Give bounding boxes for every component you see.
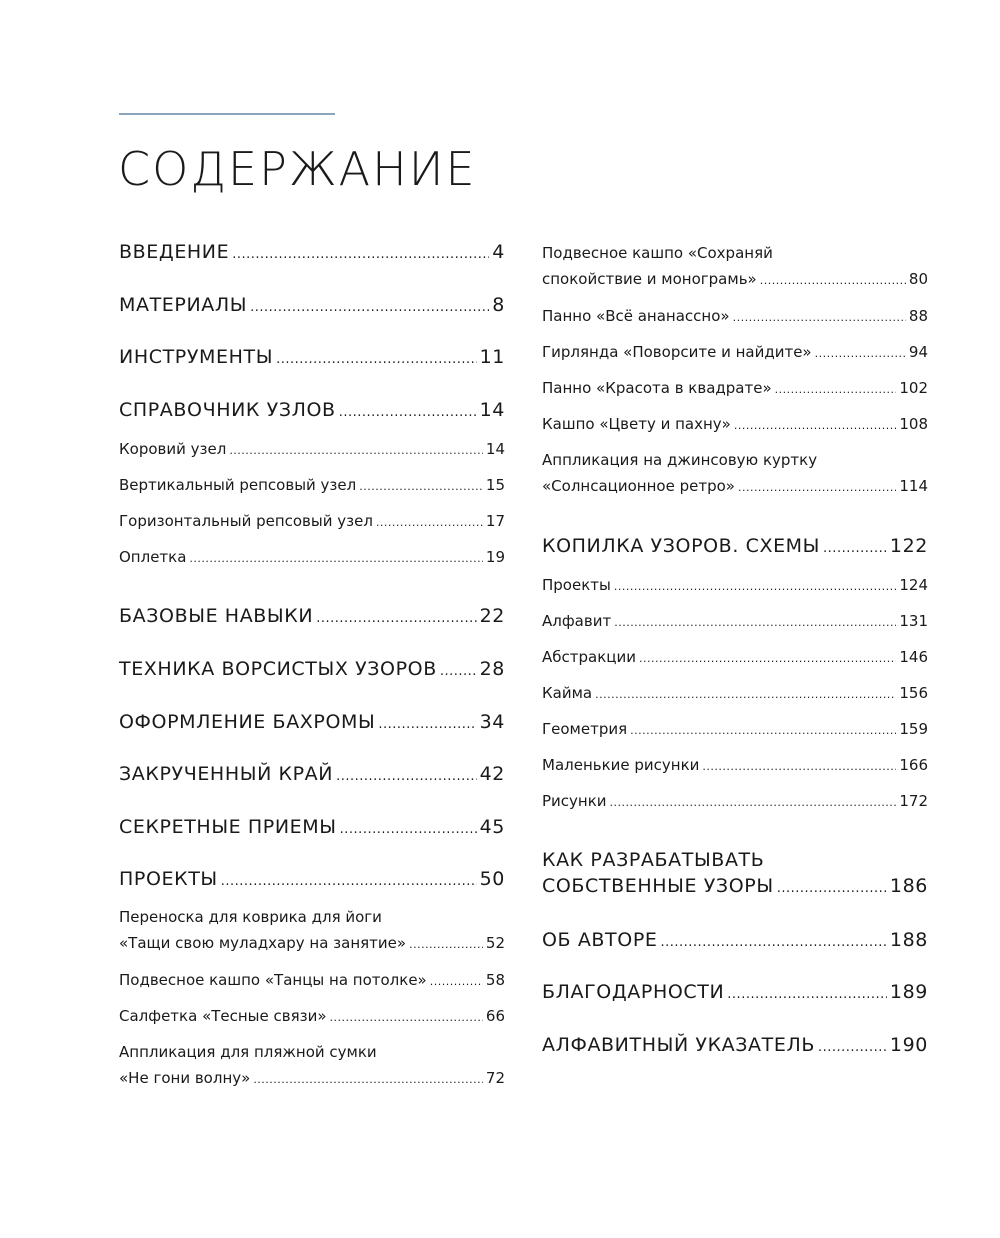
entry-label: Коровий узел — [119, 440, 227, 458]
toc-entry-vvedenie[interactable] — [119, 241, 505, 263]
toc-entry-materialy[interactable] — [119, 294, 505, 316]
dot-leader — [189, 552, 482, 565]
entry-page: 8 — [492, 294, 505, 316]
entry-label: КОПИЛКА УЗОРОВ. СХЕМЫ — [542, 535, 821, 557]
toc-entry-ob-avtore[interactable] — [542, 929, 928, 951]
dot-leader — [440, 664, 477, 679]
entry-page: 166 — [899, 756, 928, 774]
dot-leader — [339, 405, 477, 420]
entry-page: 122 — [889, 535, 928, 557]
dot-leader — [336, 769, 477, 784]
entry-page: 19 — [485, 548, 505, 566]
dot-leader — [316, 611, 476, 626]
entry-page: 114 — [899, 477, 928, 495]
entry-label: Кайма — [542, 684, 593, 702]
entry-label: Подвесное кашпо «Танцы на потолке» — [119, 971, 427, 989]
dot-leader — [250, 300, 489, 315]
entry-page: 124 — [899, 576, 928, 594]
dot-leader — [738, 481, 896, 494]
entry-label: Проекты — [542, 576, 611, 594]
entry-label: ОБ АВТОРЕ — [542, 929, 658, 951]
dot-leader — [775, 383, 897, 396]
entry-label: ПРОЕКТЫ — [119, 868, 218, 890]
toc-entry-panno-krasota[interactable] — [542, 379, 928, 397]
entry-page: 146 — [899, 648, 928, 666]
entry-label: БЛАГОДАРНОСТИ — [542, 981, 725, 1003]
toc-entry-applikaciya-kurtka[interactable] — [542, 451, 928, 495]
entry-label: Горизонтальный репсовый узел — [119, 512, 373, 530]
entry-label: ИНСТРУМЕНТЫ — [119, 346, 274, 368]
toc-entry-opletka[interactable] — [119, 548, 505, 566]
entry-page: 50 — [479, 868, 505, 890]
toc-entry-abstrakcii[interactable] — [542, 648, 928, 666]
entry-page: 66 — [485, 1007, 505, 1025]
toc-entry-kashpo-tancy[interactable] — [119, 971, 505, 989]
entry-label-line2: «Солнсационное ретро» — [542, 477, 735, 495]
dot-leader — [610, 796, 897, 809]
dot-leader — [253, 1073, 483, 1086]
entry-page: 14 — [485, 440, 505, 458]
entry-page: 188 — [889, 929, 928, 951]
toc-entry-vertikalny[interactable] — [119, 476, 505, 494]
entry-page: 156 — [899, 684, 928, 702]
entry-page: 42 — [479, 763, 505, 785]
dot-leader — [815, 347, 906, 360]
dot-leader — [614, 616, 896, 629]
toc-entry-blagodarnosti[interactable] — [542, 981, 928, 1003]
entry-page: 80 — [908, 270, 928, 288]
toc-entry-gorizontalny[interactable] — [119, 512, 505, 530]
entry-label: СЕКРЕТНЫЕ ПРИЕМЫ — [119, 816, 337, 838]
dot-leader — [734, 419, 897, 432]
dot-leader — [760, 274, 906, 287]
entry-page: 14 — [479, 399, 505, 421]
dot-leader — [430, 975, 483, 988]
toc-entry-tehnika[interactable] — [119, 658, 505, 680]
entry-label: ВВЕДЕНИЕ — [119, 241, 230, 263]
dot-leader — [630, 724, 896, 737]
entry-label: Кашпо «Цвету и пахну» — [542, 415, 731, 433]
toc-entry-kayma[interactable] — [542, 684, 928, 702]
dot-leader — [818, 1040, 887, 1055]
entry-page: 4 — [492, 241, 505, 263]
entry-page: 72 — [485, 1069, 505, 1087]
entry-label: Вертикальный репсовый узел — [119, 476, 357, 494]
entry-page: 186 — [889, 875, 928, 897]
dot-leader — [276, 352, 477, 367]
toc-entry-geometriya[interactable] — [542, 720, 928, 738]
dot-leader — [232, 247, 489, 262]
toc-entry-girlyanda[interactable] — [542, 343, 928, 361]
entry-page: 17 — [485, 512, 505, 530]
dot-leader — [340, 822, 477, 837]
entry-page: 94 — [908, 343, 928, 361]
dot-leader — [378, 717, 476, 732]
entry-label-line2: спокойствие и монограмь» — [542, 270, 757, 288]
entry-label: Геометрия — [542, 720, 628, 738]
entry-label: БАЗОВЫЕ НАВЫКИ — [119, 605, 314, 627]
toc-entry-kopilka[interactable] — [542, 535, 928, 557]
entry-label: ТЕХНИКА ВОРСИСТЫХ УЗОРОВ — [119, 658, 437, 680]
entry-page: 102 — [899, 379, 928, 397]
entry-page: 108 — [899, 415, 928, 433]
entry-label: МАТЕРИАЛЫ — [119, 294, 248, 316]
dot-leader — [661, 935, 887, 950]
dot-leader — [376, 516, 483, 529]
entry-label-line2: «Не гони волну» — [119, 1069, 251, 1087]
entry-label: ЗАКРУЧЕННЫЙ КРАЙ — [119, 763, 334, 785]
entry-page: 15 — [485, 476, 505, 494]
dot-leader — [733, 311, 906, 324]
toc-entry-kashpo-cvetu[interactable] — [542, 415, 928, 433]
entry-label: Маленькие рисунки — [542, 756, 700, 774]
entry-label-line2: «Тащи свою муладхару на занятие» — [119, 934, 407, 952]
dot-leader — [777, 881, 887, 896]
entry-label-line1: Аппликация для пляжной сумки — [119, 1043, 377, 1061]
entry-page: 45 — [479, 816, 505, 838]
dot-leader — [229, 444, 483, 457]
toc-entry-ukazatel[interactable] — [542, 1034, 928, 1056]
entry-label: СПРАВОЧНИК УЗЛОВ — [119, 399, 336, 421]
entry-page: 22 — [479, 605, 505, 627]
entry-label: Рисунки — [542, 792, 607, 810]
toc-entry-k-proekty[interactable] — [542, 576, 928, 594]
entry-label-line1: Переноска для коврика для йоги — [119, 908, 382, 926]
entry-label: ОФОРМЛЕНИЕ БАХРОМЫ — [119, 711, 376, 733]
toc-entry-alfavit[interactable] — [542, 612, 928, 630]
dot-leader — [359, 480, 483, 493]
entry-page: 172 — [899, 792, 928, 810]
entry-page: 159 — [899, 720, 928, 738]
entry-label: Гирлянда «Поворсите и найдите» — [542, 343, 812, 361]
dot-leader — [221, 874, 477, 889]
entry-page: 52 — [485, 934, 505, 952]
toc-entry-proekty[interactable] — [119, 868, 505, 890]
page-title: СОДЕРЖАНИЕ — [118, 142, 477, 196]
dot-leader — [702, 760, 896, 773]
entry-page: 28 — [479, 658, 505, 680]
dot-leader — [727, 987, 887, 1002]
entry-label: Панно «Красота в квадрате» — [542, 379, 772, 397]
toc-entry-malenkie[interactable] — [542, 756, 928, 774]
toc-entry-sekretnye[interactable] — [119, 816, 505, 838]
entry-page: 190 — [889, 1034, 928, 1056]
entry-label-line1: КАК РАЗРАБАТЫВАТЬ — [542, 849, 765, 871]
toc-entry-perenoska[interactable] — [119, 908, 505, 952]
toc-entry-spravochnik[interactable] — [119, 399, 505, 421]
entry-page: 88 — [908, 307, 928, 325]
entry-label-line1: Подвесное кашпо «Сохраняй — [542, 244, 773, 262]
entry-page: 11 — [479, 346, 505, 368]
toc-entry-koroviy[interactable] — [119, 440, 505, 458]
entry-label: Салфетка «Тесные связи» — [119, 1007, 327, 1025]
entry-page: 34 — [479, 711, 505, 733]
toc-entry-risunki[interactable] — [542, 792, 928, 810]
entry-label: Панно «Всё ананассно» — [542, 307, 730, 325]
dot-leader — [595, 688, 896, 701]
toc-entry-kak-razrabatyvat[interactable] — [542, 849, 928, 897]
toc-entry-applikaciya-sumka[interactable] — [119, 1043, 505, 1087]
dot-leader — [823, 541, 887, 556]
dot-leader — [330, 1011, 483, 1024]
entry-page: 131 — [899, 612, 928, 630]
entry-label: Оплетка — [119, 548, 187, 566]
toc-entry-instrumenty[interactable] — [119, 346, 505, 368]
dot-leader — [639, 652, 896, 665]
entry-page: 189 — [889, 981, 928, 1003]
entry-label: Алфавит — [542, 612, 612, 630]
entry-page: 58 — [485, 971, 505, 989]
toc-entry-zakruchenny[interactable] — [119, 763, 505, 785]
dot-leader — [409, 938, 483, 951]
toc-entry-salfetka[interactable] — [119, 1007, 505, 1025]
entry-label-line1: Аппликация на джинсовую куртку — [542, 451, 818, 469]
toc-entry-bazovye[interactable] — [119, 605, 505, 627]
toc-entry-panno-ananas[interactable] — [542, 307, 928, 325]
entry-label-line2: СОБСТВЕННЫЕ УЗОРЫ — [542, 875, 774, 897]
entry-label: Абстракции — [542, 648, 636, 666]
dot-leader — [614, 580, 897, 593]
accent-rule — [119, 113, 335, 115]
toc-entry-oformlenie[interactable] — [119, 711, 505, 733]
entry-label: АЛФАВИТНЫЙ УКАЗАТЕЛЬ — [542, 1034, 815, 1056]
toc-entry-kashpo-sohranyay[interactable] — [542, 244, 928, 288]
